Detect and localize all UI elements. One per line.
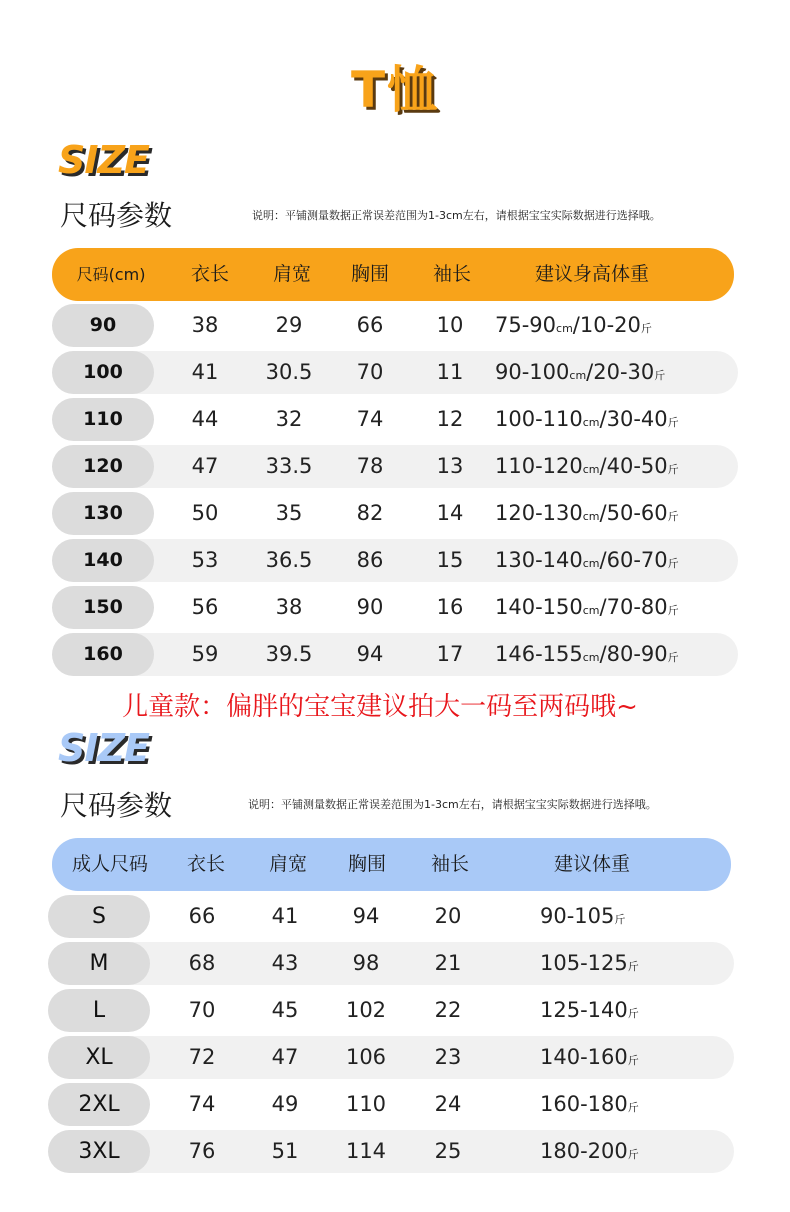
header-shoulder: 肩宽 (272, 263, 311, 285)
height-range: 100-110 (495, 407, 583, 431)
cell-recommend (540, 1130, 690, 1173)
weight-unit: 斤 (627, 1101, 639, 1114)
cell-recommend (495, 539, 695, 582)
cell-shoulder: 47 (271, 1045, 299, 1069)
weight-unit: 斤 (627, 1007, 639, 1020)
size-pill: 110 (52, 398, 154, 441)
cell-recommend (495, 304, 695, 347)
cell-sleeve: 14 (436, 501, 464, 525)
cell-chest: 82 (356, 501, 384, 525)
cell-length: 70 (188, 998, 216, 1022)
weight-range: /40-50 (599, 454, 668, 478)
header-shoulder: 肩宽 (268, 853, 307, 875)
size-pill: 3XL (48, 1130, 150, 1173)
header-sleeve: 袖长 (430, 853, 469, 875)
weight-unit: 斤 (627, 1148, 639, 1161)
cell-shoulder: 33.5 (265, 454, 313, 478)
cell-length: 76 (188, 1139, 216, 1163)
cell-sleeve: 15 (436, 548, 464, 572)
size-logo: SIZE (58, 726, 150, 770)
cell-shoulder: 38 (275, 595, 303, 619)
size-pill: 150 (52, 586, 154, 629)
cell-recommend (540, 895, 690, 938)
cell-sleeve: 10 (436, 313, 464, 337)
header-length: 衣长 (190, 263, 229, 285)
cell-sleeve: 17 (436, 642, 464, 666)
cell-recommend (540, 1036, 690, 1079)
cell-chest: 66 (356, 313, 384, 337)
header-chest: 胸围 (350, 263, 389, 285)
cell-shoulder: 49 (271, 1092, 299, 1116)
cell-recommend (495, 398, 695, 441)
height-unit: cm (556, 322, 573, 335)
adult-table-header (52, 838, 731, 891)
cell-shoulder: 39.5 (265, 642, 313, 666)
height-range: 110-120 (495, 454, 583, 478)
section-heading: 尺码参数 (60, 789, 173, 822)
height-range: 140-150 (495, 595, 583, 619)
kids-table-header (52, 248, 734, 301)
weight-range: /60-70 (599, 548, 668, 572)
cell-sleeve: 20 (434, 904, 462, 928)
cell-chest: 86 (356, 548, 384, 572)
cell-length: 59 (191, 642, 219, 666)
height-range: 90-100 (495, 360, 570, 384)
size-pill: 120 (52, 445, 154, 488)
weight-unit: 斤 (654, 369, 666, 382)
height-range: 146-155 (495, 642, 583, 666)
header-chest: 胸围 (347, 853, 386, 875)
weight-unit: 斤 (667, 557, 679, 570)
cell-length: 72 (188, 1045, 216, 1069)
size-pill: S (48, 895, 150, 938)
cell-recommend (540, 1083, 690, 1126)
height-unit: cm (582, 416, 600, 429)
cell-sleeve: 25 (434, 1139, 462, 1163)
weight-range: 160-180 (540, 1092, 628, 1116)
weight-unit: 斤 (640, 322, 652, 335)
cell-sleeve: 11 (436, 360, 464, 384)
header-size: 成人尺码 (71, 853, 148, 875)
size-pill: 100 (52, 351, 154, 394)
weight-range: /50-60 (599, 501, 668, 525)
cell-length: 56 (191, 595, 219, 619)
cell-recommend (495, 633, 695, 676)
weight-unit: 斤 (667, 416, 679, 429)
cell-chest: 114 (345, 1139, 387, 1163)
cell-chest: 94 (356, 642, 384, 666)
cell-chest: 74 (356, 407, 384, 431)
measurement-note: 说明：平铺测量数据正常误差范围为1-3cm左右，请根据宝宝实际数据进行选择哦。 (252, 209, 661, 222)
height-unit: cm (582, 604, 600, 617)
height-unit: cm (582, 557, 600, 570)
size-pill: L (48, 989, 150, 1032)
cell-shoulder: 35 (275, 501, 303, 525)
cell-shoulder: 43 (271, 951, 299, 975)
cell-length: 66 (188, 904, 216, 928)
cell-length: 47 (191, 454, 219, 478)
cell-recommend (495, 445, 695, 488)
header-sleeve: 袖长 (432, 263, 471, 285)
weight-unit: 斤 (667, 604, 679, 617)
cell-chest: 102 (345, 998, 387, 1022)
cell-length: 74 (188, 1092, 216, 1116)
size-pill: XL (48, 1036, 150, 1079)
weight-unit: 斤 (667, 651, 679, 664)
size-pill: 160 (52, 633, 154, 676)
cell-chest: 94 (352, 904, 380, 928)
size-logo: SIZE (58, 138, 150, 182)
size-pill: 140 (52, 539, 154, 582)
cell-shoulder: 51 (271, 1139, 299, 1163)
header-size: 尺码(cm) (76, 265, 146, 284)
cell-chest: 90 (356, 595, 384, 619)
cell-length: 44 (191, 407, 219, 431)
height-range: 75-90 (495, 313, 557, 337)
weight-range: /70-80 (599, 595, 668, 619)
cell-chest: 106 (345, 1045, 387, 1069)
height-unit: cm (582, 463, 600, 476)
cell-chest: 70 (356, 360, 384, 384)
weight-range: /10-20 (572, 313, 641, 337)
weight-range: 180-200 (540, 1139, 628, 1163)
height-range: 120-130 (495, 501, 583, 525)
cell-chest: 78 (356, 454, 384, 478)
cell-recommend (495, 492, 695, 535)
weight-range: 105-125 (540, 951, 628, 975)
cell-shoulder: 36.5 (265, 548, 313, 572)
height-range: 130-140 (495, 548, 583, 572)
cell-length: 53 (191, 548, 219, 572)
cell-shoulder: 29 (275, 313, 303, 337)
cell-shoulder: 30.5 (265, 360, 313, 384)
cell-sleeve: 16 (436, 595, 464, 619)
size-pill: 2XL (48, 1083, 150, 1126)
header-recommend: 建议体重 (553, 853, 630, 875)
cell-chest: 98 (352, 951, 380, 975)
cell-chest: 110 (345, 1092, 387, 1116)
weight-unit: 斤 (627, 960, 639, 973)
size-pill: 130 (52, 492, 154, 535)
height-unit: cm (582, 510, 600, 523)
cell-recommend (540, 942, 690, 985)
cell-length: 50 (191, 501, 219, 525)
cell-shoulder: 32 (275, 407, 303, 431)
weight-unit: 斤 (667, 463, 679, 476)
size-pill: 90 (52, 304, 154, 347)
cell-sleeve: 22 (434, 998, 462, 1022)
cell-length: 41 (191, 360, 219, 384)
measurement-note: 说明：平铺测量数据正常误差范围为1-3cm左右，请根据宝宝实际数据进行选择哦。 (248, 798, 657, 811)
cell-length: 68 (188, 951, 216, 975)
weight-range: 90-105 (540, 904, 615, 928)
weight-unit: 斤 (627, 1054, 639, 1067)
cell-recommend (495, 351, 695, 394)
cell-sleeve: 13 (436, 454, 464, 478)
size-pill: M (48, 942, 150, 985)
cell-recommend (540, 989, 690, 1032)
cell-shoulder: 41 (271, 904, 299, 928)
header-recommend: 建议身高体重 (534, 263, 649, 285)
warning-text: 儿童款：偏胖的宝宝建议拍大一码至两码哦~ (122, 692, 638, 722)
height-unit: cm (569, 369, 587, 382)
weight-range: /30-40 (599, 407, 668, 431)
weight-unit: 斤 (667, 510, 679, 523)
cell-recommend (495, 586, 695, 629)
page-title: T恤 (350, 61, 440, 119)
weight-range: /80-90 (599, 642, 668, 666)
weight-range: /20-30 (586, 360, 655, 384)
cell-sleeve: 23 (434, 1045, 462, 1069)
height-unit: cm (582, 651, 600, 664)
cell-shoulder: 45 (271, 998, 299, 1022)
header-length: 衣长 (186, 853, 225, 875)
cell-sleeve: 21 (434, 951, 462, 975)
weight-range: 140-160 (540, 1045, 628, 1069)
section-heading: 尺码参数 (60, 199, 173, 232)
weight-range: 125-140 (540, 998, 628, 1022)
cell-sleeve: 24 (434, 1092, 462, 1116)
cell-length: 38 (191, 313, 219, 337)
cell-sleeve: 12 (436, 407, 464, 431)
weight-unit: 斤 (614, 913, 626, 926)
